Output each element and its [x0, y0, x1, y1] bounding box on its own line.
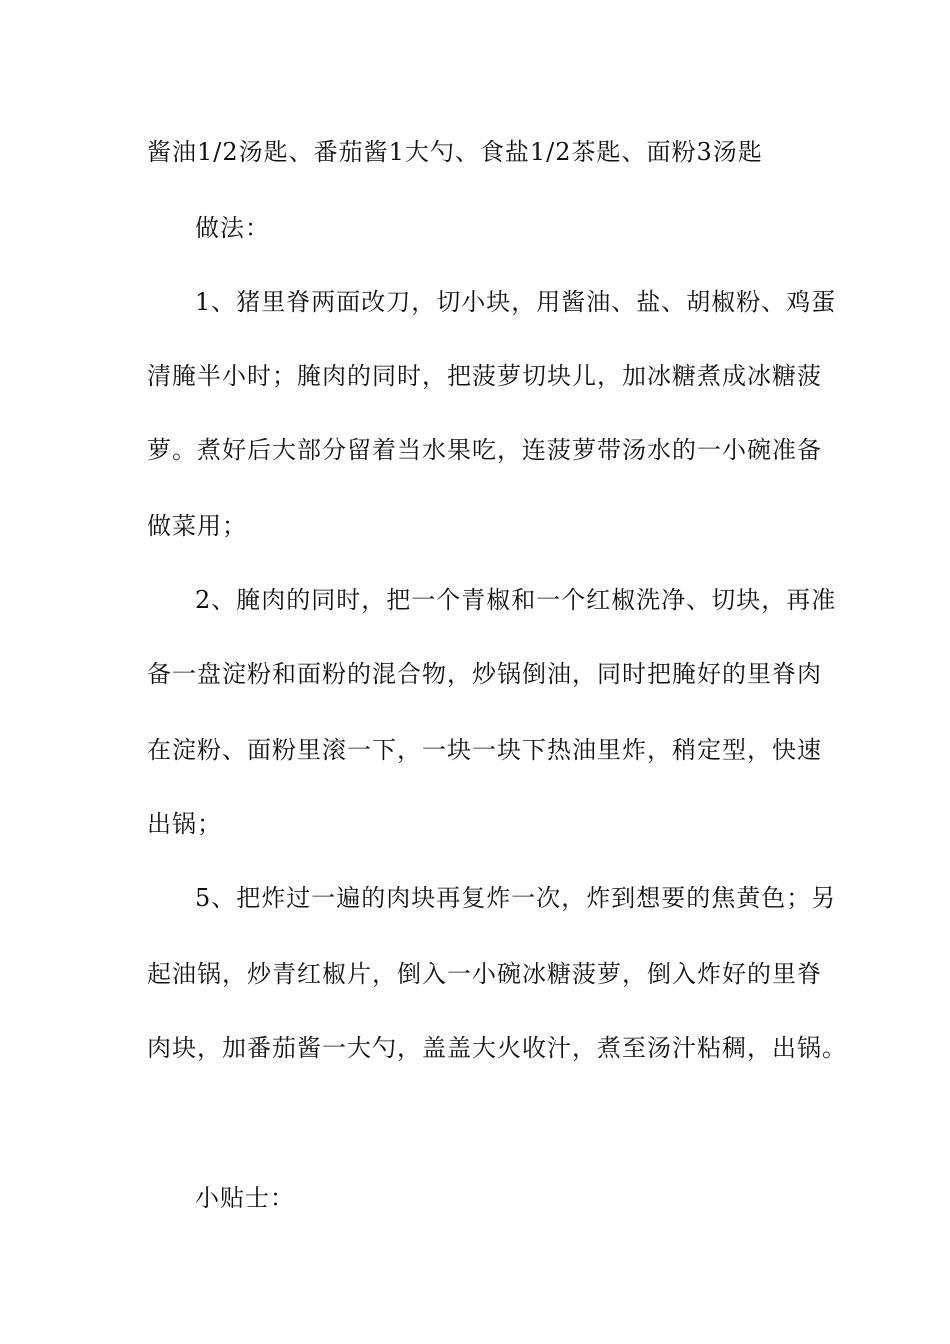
method-heading: 做法： — [195, 214, 270, 242]
step-2-line-3: 在淀粉、面粉里滚一下，一块一块下热油里炸，稍定型，快速 — [147, 736, 822, 764]
step-2-line-2: 备一盘淀粉和面粉的混合物，炒锅倒油，同时把腌好的里脊肉 — [147, 660, 822, 688]
step-1-line-1: 1、猪里脊两面改刀，切小块，用酱油、盐、胡椒粉、鸡蛋 — [195, 288, 837, 316]
step-5-line-2: 起油锅，炒青红椒片，倒入一小碗冰糖菠萝，倒入炸好的里脊 — [147, 960, 822, 988]
step-1-line-2: 清腌半小时；腌肉的同时，把菠萝切块儿，加冰糖煮成冰糖菠 — [147, 362, 822, 390]
step-5-line-1: 5、把炸过一遍的肉块再复炸一次，炸到想要的焦黄色；另 — [195, 884, 837, 912]
step-1-line-3: 萝。煮好后大部分留着当水果吃，连菠萝带汤水的一小碗准备 — [147, 436, 822, 464]
step-2-line-1: 2、腌肉的同时，把一个青椒和一个红椒洗净、切块，再准 — [195, 586, 837, 614]
step-2-line-4: 出锅； — [147, 810, 222, 838]
step-1-line-4: 做菜用； — [147, 512, 247, 540]
step-5-line-3: 肉块，加番茄酱一大勺，盖盖大火收汁，煮至汤汁粘稠，出锅。 — [147, 1034, 847, 1062]
tips-heading: 小贴士： — [195, 1184, 295, 1212]
ingredients-line: 酱油1/2汤匙、番茄酱1大勺、食盐1/2茶匙、面粉3汤匙 — [147, 138, 763, 166]
